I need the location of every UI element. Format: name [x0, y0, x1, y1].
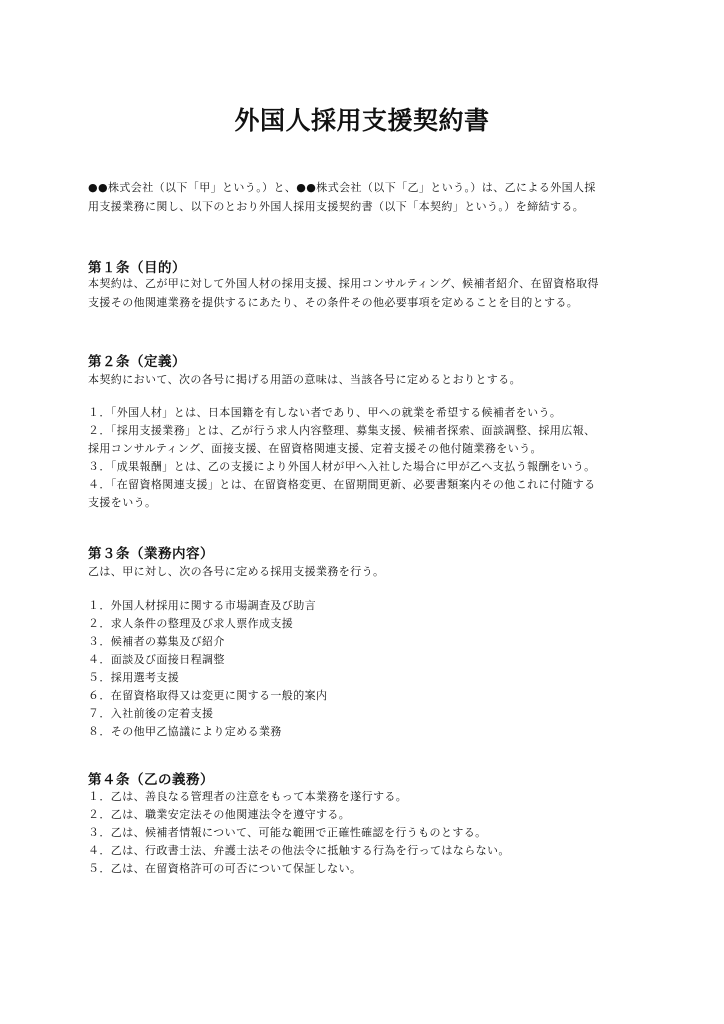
article-4-item: ４．乙は、行政書士法、弁護士法その他法令に抵触する行為を行ってはならない。 — [88, 844, 510, 857]
article-2-line: 採用コンサルティング、面接支援、在留資格関連支援、定着支援その他付随業務をいう。 — [88, 442, 542, 455]
article-2-line: ２．「採用支援業務」とは、乙が行う求人内容整理、募集支援、候補者探索、面談調整、採用広報、 — [88, 424, 596, 437]
article-2-line: ４．「在留資格関連支援」とは、在留資格変更、在留期間更新、必要書類案内その他これに付随する — [88, 478, 596, 491]
article-4-item: ３．乙は、候補者情報について、可能な範囲で正確性確認を行うものとする。 — [88, 826, 487, 839]
article-3-item: １．外国人材採用に関する市場調査及び助言 — [88, 599, 316, 612]
article-3-item: ３．候補者の募集及び紹介 — [88, 635, 225, 648]
article-4-item: ５．乙は、在留資格許可の可否について保証しない。 — [88, 862, 362, 875]
article-4-item: ２．乙は、職業安定法その他関連法令を遵守する。 — [88, 808, 351, 821]
article-4-item: １．乙は、善良なる管理者の注意をもって本業務を遂行する。 — [88, 790, 408, 803]
article-1-heading: 第１条（目的） — [88, 260, 186, 276]
article-2-line: ３．「成果報酬」とは、乙の支援により外国人材が甲へ入社した場合に甲が乙へ支払う報酬をいう。 — [88, 460, 596, 473]
article-1-line: 支援その他関連業務を提供するにあたり、その条件その他必要事項を定めることを目的とする。 — [88, 296, 579, 309]
article-2-line: 本契約において、次の各号に掲げる用語の意味は、当該各号に定めるとおりとする。 — [88, 373, 521, 386]
article-3-item: ６．在留資格取得又は変更に関する一般的案内 — [88, 689, 328, 702]
article-3-heading: 第３条（業務内容） — [88, 546, 214, 562]
preamble-line: 用支援業務に関し、以下のとおり外国人採用支援契約書（以下「本契約」という。）を締結する。 — [88, 200, 585, 213]
article-2-line: 支援をいう。 — [88, 496, 157, 509]
article-2-line: １．「外国人材」とは、日本国籍を有しない者であり、甲への就業を希望する候補者をいう。 — [88, 406, 562, 419]
article-3-item: ８．その他甲乙協議により定める業務 — [88, 725, 282, 738]
article-4-heading: 第４条（乙の義務） — [88, 772, 214, 788]
article-3-item: ７．入社前後の定着支援 — [88, 707, 214, 720]
article-3-item: ４．面談及び面接日程調整 — [88, 653, 225, 666]
article-3-item: ５．採用選考支援 — [88, 671, 180, 684]
article-1-line: 本契約は、乙が甲に対して外国人材の採用支援、採用コンサルティング、候補者紹介、在留資格取得 — [88, 277, 599, 290]
article-2-heading: 第２条（定義） — [88, 354, 186, 370]
preamble-line: ●●株式会社（以下「甲」という。）と、●●株式会社（以下「乙」という。）は、乙による外国人採 — [88, 181, 596, 194]
document-title: 外国人採用支援契約書 — [234, 106, 490, 135]
article-3-line: 乙は、甲に対し、次の各号に定める採用支援業務を行う。 — [88, 565, 385, 578]
article-3-item: ２．求人条件の整理及び求人票作成支援 — [88, 617, 294, 630]
